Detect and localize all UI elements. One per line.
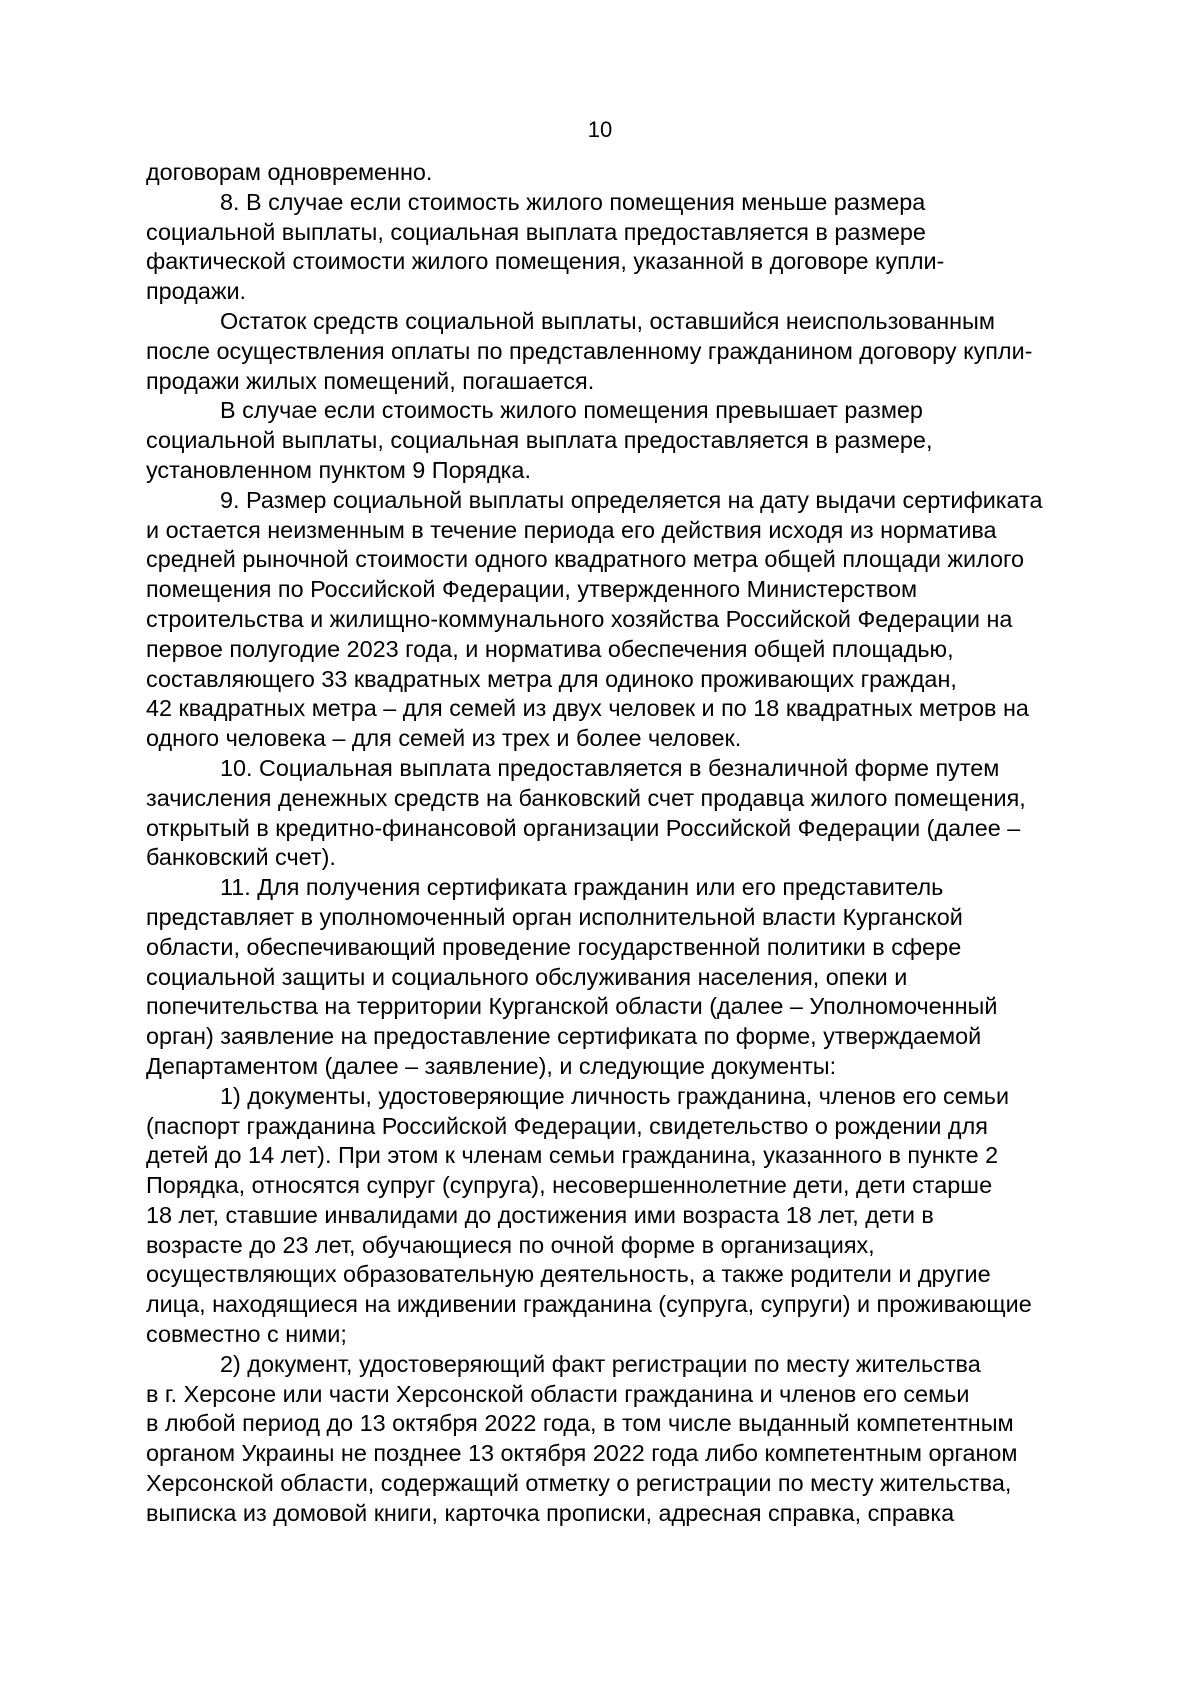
paragraph-clause-8: 8. В случае если стоимость жилого помещения меньше размера социальной выплаты, социальная выплата предоставляется в размере фактической стоимости жилого помещения, указанной в договоре купли- продажи.	[146, 188, 945, 305]
paragraph-continuation: договорам одновременно.	[146, 159, 433, 185]
paragraph-clause-9: 9. Размер социальной выплаты определяется на дату выдачи сертификата и остается неизменным в течение периода его действия исходя из норматива средней рыночной стоимости одного квадратного метра общей площади жилого помещения по Российской Федерации, утвержденного Министерством строительства и жилищно-коммунального хозяйства Российской Федерации на первое полугодие 2023 года, и норматива обеспечения общей площадью, составляющего 33 квадратных метра для одиноко проживающих граждан, 42 квадратных метра – для семей из двух человек и по 18 квадратных метров на одного человека – для семей из трех и более человек.	[146, 486, 1043, 752]
page-number: 10	[587, 117, 613, 142]
paragraph-clause-10: 10. Социальная выплата предоставляется в безналичной форме путем зачисления денежных средств на банковский счет продавца жилого помещения, открытый в кредитно-финансовой организации Российской Федерации (далее – банковский счет).	[146, 754, 1026, 871]
paragraph-clause-8-excess: В случае если стоимость жилого помещения превышает размер социальной выплаты, социальная выплата предоставляется в размере, установленном пунктом 9 Порядка.	[146, 397, 933, 483]
paragraph-clause-11-item-1: 1) документы, удостоверяющие личность гражданина, членов его семьи (паспорт гражданина Российской Федерации, свидетельство о рождении для детей до 14 лет). При этом к членам семьи гражданина, указанного в пункте 2 Порядка, относятся супруг (супруга), несовершеннолетние дети, дети старше 18 лет, ставшие инвалидами до достижения ими возраста 18 лет, дети в возрасте до 23 лет, обучающиеся по очной форме в организациях, осуществляющих образовательную деятельность, а также родители и другие лица, находящиеся на иждивении гражданина (супруга, супруги) и проживающие совместно с ними;	[146, 1082, 1032, 1348]
paragraph-clause-8-remainder: Остаток средств социальной выплаты, оставшийся неиспользованным после осуществления оплаты по представленному гражданином договору купли- продажи жилых помещений, погашается.	[146, 307, 1033, 394]
paragraph-clause-11-item-2: 2) документ, удостоверяющий факт регистрации по месту жительства в г. Херсоне или части Херсонской области гражданина и членов его семьи в любой период до 13 октября 2022 года, в том числе выданный компетентным органом Украины не позднее 13 октября 2022 года либо компетентным органом Херсонской области, содержащий отметку о регистрации по месту жительства, выписка из домовой книги, карточка прописки, адресная справка, справка	[146, 1350, 1018, 1526]
paragraph-clause-11: 11. Для получения сертификата гражданин или его представитель представляет в уполномоченный орган исполнительной власти Курганской области, обеспечивающий проведение государственной политики в сфере социальной защиты и социального обслуживания населения, опеки и попечительства на территории Курганской области (далее – Уполномоченный орган) заявление на предоставление сертификата по форме, утверждаемой Департаментом (далее – заявление), и следующие документы:	[146, 874, 998, 1079]
document-body	[146, 158, 1157, 1529]
